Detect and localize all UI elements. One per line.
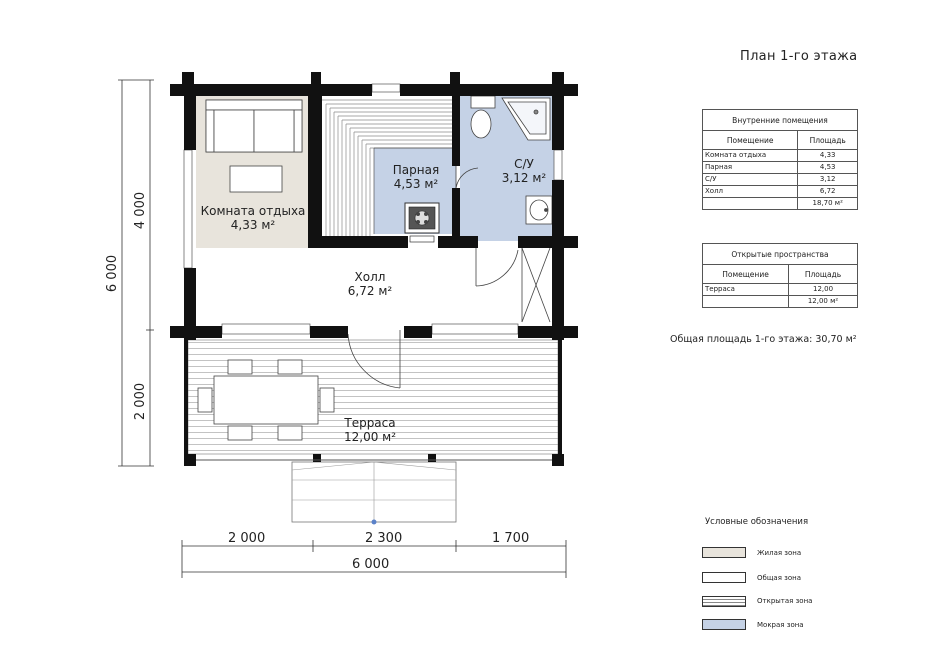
- legend-swatch-living: [702, 547, 746, 558]
- legend-title: Условные обозначения: [705, 517, 809, 527]
- dim-left-lower: 2 000: [133, 382, 149, 421]
- total-area: Общая площадь 1-го этажа: 30,70 м²: [670, 334, 857, 345]
- wc-name: С/У: [514, 157, 534, 171]
- inner-row-area: 6,72: [798, 186, 858, 198]
- inner-row-name: С/У: [703, 174, 798, 186]
- terrace-area: 12,00 м²: [343, 430, 397, 444]
- legend-label-open: Открытая зона: [757, 597, 813, 605]
- plan-title: План 1-го этажа: [740, 49, 858, 64]
- steam-room-area: 4,53 м²: [393, 177, 439, 191]
- wc-area: 3,12 м²: [501, 171, 547, 185]
- terrace-label: [330, 416, 410, 444]
- sofa-icon: [206, 100, 302, 152]
- stove-icon: [405, 203, 439, 242]
- inner-row-area: 3,12: [798, 174, 858, 186]
- steam-room-label: [380, 163, 452, 191]
- dim-left-total: 6 000: [105, 254, 121, 293]
- inner-row-name: Парная: [703, 162, 798, 174]
- table-total-row: [703, 198, 858, 210]
- open-col-area: Площадь: [789, 265, 858, 284]
- rest-room-area: 4,33 м²: [230, 218, 276, 232]
- steam-room-name: Парная: [392, 163, 440, 177]
- inner-col-room: Помещение: [703, 131, 798, 150]
- open-row-name: Терраса: [703, 284, 789, 296]
- coffee-table-icon: [230, 166, 282, 192]
- inner-row-area: 4,53: [798, 162, 858, 174]
- legend-label-living: Жилая зона: [757, 549, 802, 557]
- open-total: 12,00 м²: [789, 296, 858, 308]
- table-row: [703, 162, 858, 174]
- legend-swatch-open: [702, 596, 746, 607]
- porch-marker: [372, 520, 377, 525]
- inner-total: 18,70 м²: [798, 198, 858, 210]
- dim-bottom-2: 2 300: [365, 531, 403, 546]
- table-row: [703, 186, 858, 198]
- wc-label: [496, 157, 552, 185]
- open-spaces-table: [702, 243, 858, 308]
- rest-room-name: Комната отдыха: [200, 204, 306, 218]
- legend-label-common: Общая зона: [757, 574, 802, 582]
- terrace-name: Терраса: [344, 416, 396, 430]
- legend-label-wet: Мокрая зона: [757, 621, 804, 629]
- open-col-room: Помещение: [703, 265, 789, 284]
- inner-col-area: Площадь: [798, 131, 858, 150]
- inner-row-name: Холл: [703, 186, 798, 198]
- inner-rooms-table: [702, 109, 858, 210]
- inner-table-caption: Внутренние помещения: [703, 110, 858, 131]
- hall-label: [330, 270, 410, 298]
- table-row: [703, 150, 858, 162]
- table-row: [703, 174, 858, 186]
- inner-row-name: Комната отдыха: [703, 150, 798, 162]
- dim-left-upper: 4 000: [133, 191, 149, 230]
- legend-swatch-wet: [702, 619, 746, 630]
- inner-row-area: 4,33: [798, 150, 858, 162]
- table-total-row: [703, 296, 858, 308]
- dim-bottom-1: 2 000: [228, 531, 266, 546]
- open-table-caption: Открытые пространства: [703, 244, 858, 265]
- legend-swatch-common: [702, 572, 746, 583]
- open-row-area: 12,00: [789, 284, 858, 296]
- dim-bottom-3: 1 700: [492, 531, 530, 546]
- sink-icon: [526, 196, 552, 224]
- rest-room-label: [200, 204, 306, 232]
- dim-bottom-total: 6 000: [352, 557, 390, 572]
- table-row: [703, 284, 858, 296]
- hall-name: Холл: [354, 270, 386, 284]
- hall-area: 6,72 м²: [347, 284, 393, 298]
